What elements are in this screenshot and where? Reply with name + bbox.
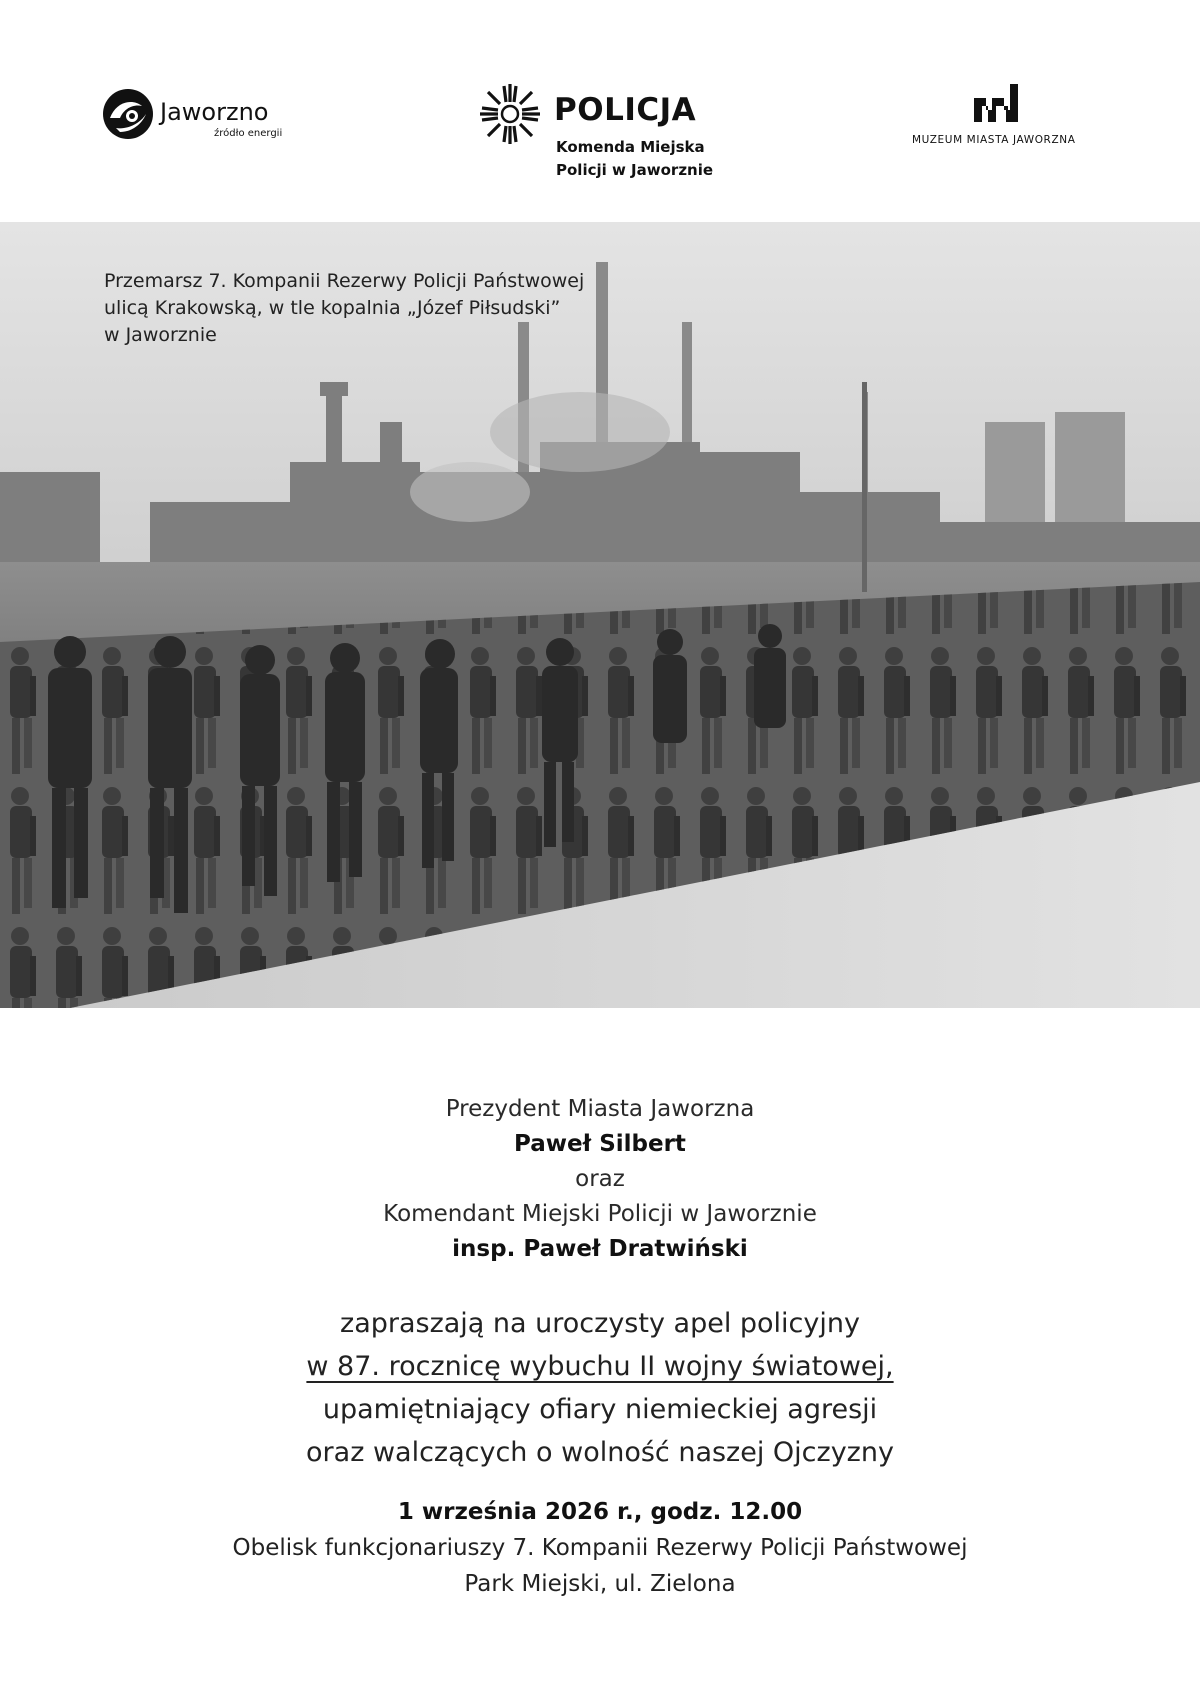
host2-title: Komendant Miejski Policji w Jaworznie bbox=[383, 1201, 817, 1227]
message-line-4: oraz walczących o wolność naszej Ojczyzny bbox=[306, 1437, 894, 1468]
jaworzno-logo-name: Jaworzno bbox=[160, 98, 269, 126]
message-line-2: w 87. rocznicę wybuchu II wojny światowej, bbox=[306, 1351, 894, 1382]
message-line-3: upamiętniający ofiary niemieckiej agresji bbox=[322, 1394, 878, 1425]
muzeum-logo-name: MUZEUM MIASTA JAWORZNA bbox=[912, 134, 1076, 146]
police-star-icon bbox=[478, 82, 542, 146]
museum-logo-icon bbox=[972, 80, 1032, 124]
policja-logo-subtitle bbox=[556, 136, 713, 182]
event-date: 1 września 2026 r., godz. 12.00 bbox=[397, 1499, 803, 1525]
host1-title: Prezydent Miasta Jaworzna bbox=[445, 1096, 755, 1122]
jaworzno-logo bbox=[102, 88, 292, 148]
photo-caption bbox=[104, 268, 584, 349]
message-line-1: zapraszają na uroczysty apel policyjny bbox=[340, 1308, 860, 1339]
caption-line-1: Przemarsz 7. Kompanii Rezerwy Policji Państwowej bbox=[104, 270, 585, 292]
policja-logo bbox=[478, 82, 738, 182]
caption-line-2: ulicą Krakowską, w tle kopalnia „Józef Piłsudski” bbox=[104, 297, 561, 319]
jaworzno-logo-tagline: źródło energii bbox=[214, 128, 283, 139]
event-details bbox=[0, 1494, 1200, 1602]
policja-sub-line2: Policji w Jaworznie bbox=[556, 161, 714, 179]
caption-line-3: w Jaworznie bbox=[104, 324, 217, 346]
event-place-line-1: Obelisk funkcjonariuszy 7. Kompanii Rezerwy Policji Państwowej bbox=[232, 1535, 968, 1561]
event-place-line-2: Park Miejski, ul. Zielona bbox=[464, 1571, 736, 1597]
invitation-message bbox=[0, 1302, 1200, 1474]
hosts-conjunction: oraz bbox=[575, 1166, 625, 1192]
invitation-hosts bbox=[0, 1092, 1200, 1267]
muzeum-logo bbox=[912, 80, 1102, 150]
host1-name: Paweł Silbert bbox=[514, 1131, 686, 1157]
jaworzno-logo-icon bbox=[102, 88, 154, 140]
host2-name: insp. Paweł Dratwiński bbox=[452, 1236, 748, 1262]
policja-sub-line1: Komenda Miejska bbox=[556, 138, 705, 156]
policja-logo-name: POLICJA bbox=[554, 92, 697, 128]
